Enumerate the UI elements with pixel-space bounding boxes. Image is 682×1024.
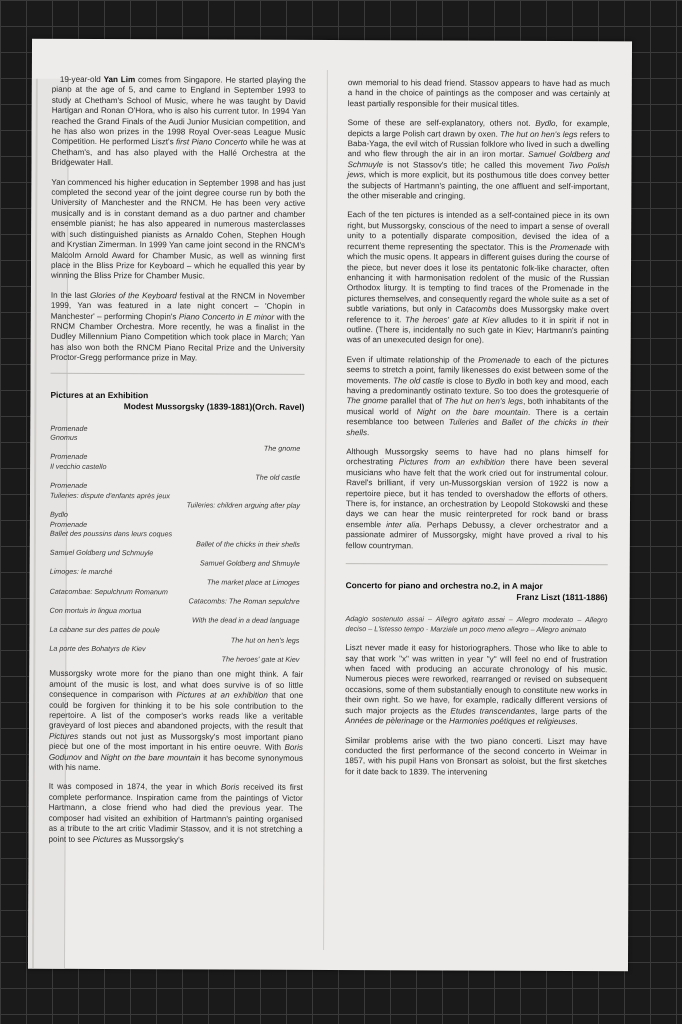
- movement-title: The heroes' gate at Kiev: [221, 654, 300, 664]
- movement-title: Catacombs: The Roman sepulchre: [188, 596, 300, 607]
- page-fold: [32, 79, 38, 972]
- bio-paragraph-1: 19-year-old Yan Lim comes from Singapore. He started playing the piano at the age of 5, and came to England in September 1993 to study at Chetham's School of Music, where he was taught by David Hartigan and Ronan O'Hora, who is also his current tutor. In 1994 Yan reached the Grand Finals of the Audi Junior Musician competition, and he has also won prizes in the 1998 Royal Over-seas League Music Competition. He performed Liszt's first Piano Concerto while he was at Chetham's, and has also played with the Hallé Orchestra at the Bridgewater Hall.: [51, 74, 306, 168]
- section-divider: [346, 563, 608, 565]
- right-paragraph-5: Although Mussorgsky seems to have had no plans himself for orchestrating Pictures from an exhibition there have been several musicians who have felt that the work cried out for instrumental colour. Ravel's brilliant, if very un-Mussorgskian version of 1922 is now a repertoire piece, but it has tended to overshadow the efforts of others. There is, for instance, an orchestration by Leopold Stokowski and these days we can hear the music reinterpreted for rock band or brass ensemble inter alia. Perhaps Debussy, a clever orchestrator and a passionate admirer of Mussorgsky, might have proved a rival to his fellow countryman.: [345, 447, 609, 551]
- movement-title: Promenade: [50, 480, 88, 491]
- bio-paragraph-2: Yan commenced his higher education in September 1998 and has just completed the second year of the joint degree course run by both the University of Manchester and the RNCM. He has been very active musically and is in constant demand as a duo partner and chamber ensemble pianist; he has also appeared in numerous masterclasses with such distinguished pianists as Arnaldo Cohen, Stephen Hough and Krystian Zimerman. In 1999 Yan came joint second in the RNCM's Malcolm Arnold Award for Chamber Music, as well as winning first place in the Bliss Prize for Keyboard – which he equalled this year by winning the Bliss Prize for Chamber Music.: [50, 177, 306, 281]
- movement-title: Ballet des poussins dans leurs coques: [49, 528, 173, 539]
- movement-title: Limoges: le marché: [49, 567, 113, 577]
- movement-list: [49, 423, 304, 664]
- movement-title: The gnome: [263, 443, 301, 453]
- movement-title: Il vecchio castello: [50, 461, 107, 471]
- pictures-paragraph-2: It was composed in 1874, the year in which Boris received its first complete performance. Inspiration came from the paintings of Victor Hartmann, a close friend who had died the previous year. The composer had visited an exhibition of Hartmann's painting organised as a tribute to the art critic Vladimir Stassov, and it is not stretching a point to see Pictures as Mussorgsky's: [48, 782, 303, 844]
- movement-title: La cabane sur des pattes de poule: [49, 624, 160, 635]
- section-divider: [51, 372, 305, 374]
- section-title-pictures: Pictures at an Exhibition: [50, 389, 149, 400]
- pictures-paragraph-1: Mussorgsky wrote more for the piano than one might think. A fair amount of the music is lost, and what does survive is of so little consequence in comparison with Pictures at an exhibition that one could be forgiven for thinking it to be his sole contribution to the repertoire. A list of the composer's works reads like a veritable graveyard of lost pieces and abandoned projects, with the result that Pictures stands out not just as Mussorgsky's most important piano piece but one of the most important in his entire oeuvre. With Boris Godunov and Night on the bare mountain it has become synonymous with his name.: [48, 669, 304, 773]
- movement-title: The market place at Limoges: [206, 577, 300, 587]
- movement-title: Bydlo: [49, 509, 68, 519]
- movement-title: La porte des Bohatyrs de Kiev: [49, 643, 146, 654]
- movement-title: With the dead in a dead language: [192, 615, 300, 626]
- composer-line-mussorgsky: Modest Mussorgsky (1839-1881)(Orch. Ravel): [123, 400, 305, 412]
- right-paragraph-3: Each of the ten pictures is intended as a self-contained piece in its own right, but Mussorgsky, conscious of the need to impart a sense of overall unity to a potentially disparate composition, devised the idea of a recurrent theme representing the spectator. This is the Promenade with which the music opens. It appears in different guises during the course of the piece, but never does it lose its pentatonic folk-like character, often enhancing it with harmonisation redolent of the music of the Russian Orthodox liturgy. It is tempting to find traces of the Promenade in the pictures themselves, and consequently regard the whole suite as a set of subtle variations, but only in Catacombs does Mussorgsky make overt reference to it. The heroes' gate at Kiev alludes to it in spirit if not in outline. (There is, incidentally no such gate in Kiev; Hartmann's painting was of an unexecuted design for one).: [346, 210, 610, 346]
- movement-title: Promenade: [49, 519, 88, 529]
- concerto-paragraph-2: Similar problems arise with the two piano concerti. Liszt may have conducted the first performance of the second concerto in Weimar in 1857, with his pupil Hans von Bronsart as soloist, but the first sketches for it date back to 1839. The intervening: [344, 735, 607, 777]
- right-paragraph-1: own memorial to his dead friend. Stassov appears to have had as much a hand in the choice of paintings as the composer and was certainly at least partially responsible for their musical titles.: [347, 78, 610, 109]
- movement-title: Ballet of the chicks in their shells: [195, 539, 300, 549]
- composer-line-liszt: Franz Liszt (1811-1886): [516, 591, 608, 603]
- movement-title: Tuileries: dispute d'enfants après jeux: [50, 490, 170, 501]
- right-column: [345, 78, 610, 787]
- right-paragraph-4: Even if ultimate relationship of the Promenade to each of the pictures seems to stretch a point, family likenesses do exist between some of the movements. The old castle is close to Bydlo in both key and mood, each having a predominantly ostinato texture. So too does the grotesquerie of The gnome parallel that of The hut on hen's legs, both inhabitants of the musical world of Night on the bare mountain. There is a certain resemblance too between Tuileries and Ballet of the chicks in their shells.: [346, 354, 609, 437]
- section-title-concerto: Concerto for piano and orchestra no.2, in A major: [345, 580, 543, 591]
- movement-title: Samuel Goldberg and Shmuyle: [199, 558, 300, 568]
- programme-page: [28, 39, 632, 972]
- movement-title: Tuileries: children arguing after play: [186, 500, 301, 511]
- right-paragraph-2: Some of these are self-explanatory, others not. Bydlo, for example, depicts a large Polish cart drawn by oxen. The hut on hen's legs refers to Baba-Yaga, the evil witch of Russian folklore who lived in such a dwelling and who flew through the air in an iron mortar. Samuel Goldberg and Schmuyle is not Stassov's title; he called this movement Two Polish jews, which is more explicit, but its posthumous title does convey better the subjects of Hartmann's painting, the one affluent and self-important, the other miserable and cringing.: [347, 118, 610, 201]
- movement-title: The old castle: [255, 472, 301, 482]
- movement-title: Promenade: [50, 423, 88, 433]
- movement-title: Promenade: [50, 452, 88, 462]
- movement-title: Catacombae: Sepulchrum Romanum: [49, 586, 168, 596]
- movement-title: Con mortuis in lingua mortua: [49, 605, 142, 616]
- tempo-markings: Adagio sostenuto assai – Allegro agitato assai – Allegro moderato – Allegro deciso – L'istesso tempo · Marziale un poco meno allegro – Allegro animato: [345, 614, 608, 634]
- bio-paragraph-3: In the last Glories of the Keyboard festival at the RNCM in November 1999, Yan was featured in a late night concert – 'Chopin in Manchester' – performing Chopin's Piano Concerto in E minor with the RNCM Chamber Orchestra. More recently, he was a finalist in the Dudley Millennium Piano Competition which took place in March; Yan has also won both the RNCM Piano Recital Prize and the University Proctor-Gregg performance prize in May.: [50, 290, 305, 363]
- column-divider: [323, 70, 328, 950]
- movement-title: The hut on hen's legs: [230, 635, 300, 645]
- movement-title: Samuel Goldberg und Schmuyle: [49, 548, 154, 558]
- concerto-paragraph-1: Liszt never made it easy for historiographers. Those who like to able to say that work "x" was written in year "y" will feel no end of frustration when faced with producing an accurate chronology of his music. Numerous pieces were reworked, rearranged or revised on subsequent occasions, some of them substantially enough to constitute new works in their own right. So we have, for example, radically different versions of such major projects as the Etudes transcendantes, large parts of the Années de pèlerinage or the Harmonies poétiques et religieuses.: [345, 643, 608, 727]
- left-column: [48, 75, 305, 855]
- movement-title: Gnomus: [50, 432, 78, 443]
